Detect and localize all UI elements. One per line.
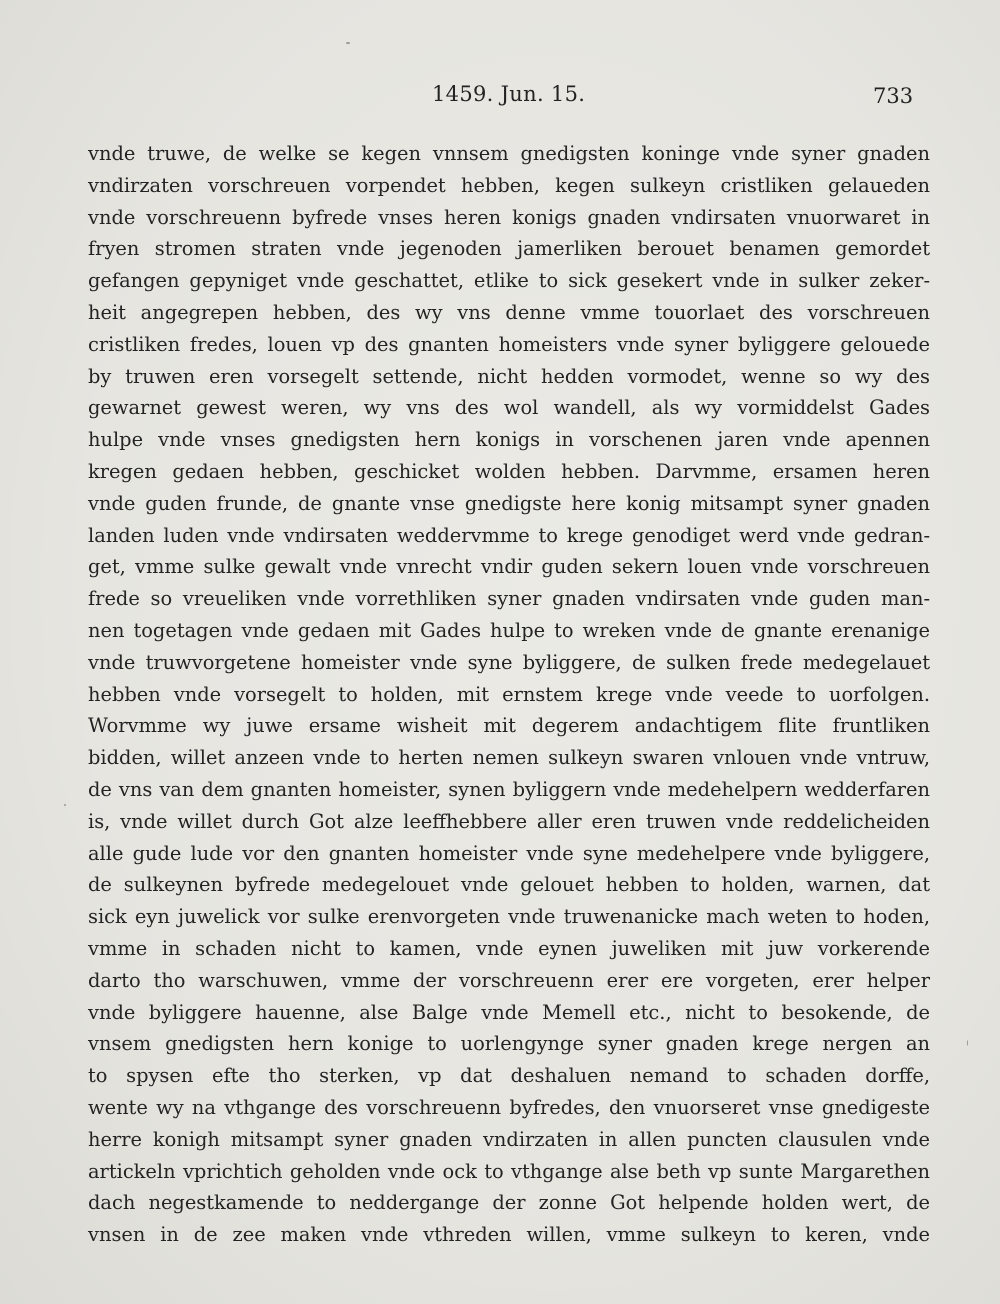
text-line: gewarnet gewest weren, wy vns des wol wandell, als wy vormiddelst Gades bbox=[88, 396, 930, 420]
text-line: get, vmme sulke gewalt vnde vnrecht vndir guden sekern louen vnde vorschreuen bbox=[88, 555, 930, 579]
text-line: nen togetagen vnde gedaen mit Gades hulpe to wreken vnde de gnante erenanige bbox=[88, 618, 930, 642]
text-line: vmme in schaden nicht to kamen, vnde eynen juweliken mit juw vorkerende bbox=[88, 936, 930, 960]
text-line: by truwen eren vorsegelt settende, nicht hedden vormodet, wenne so wy des bbox=[88, 364, 930, 388]
text-line: de vns van dem gnanten homeister, synen byliggern vnde medehelpern wedderfaren bbox=[88, 777, 930, 801]
text-line: dach negestkamende to neddergange der zonne Got helpende holden wert, de bbox=[88, 1191, 930, 1215]
text-line: sick eyn juwelick vor sulke erenvorgeten vnde truwenanicke mach weten to hoden, bbox=[88, 905, 930, 929]
text-line: vnde byliggere hauenne, alse Balge vnde Memell etc., nicht to besokende, de bbox=[88, 1000, 930, 1024]
text-line: kregen gedaen hebben, geschicket wolden hebben. Darvmme, ersamen heren bbox=[88, 459, 930, 483]
text-line: vnsem gnedigsten hern konige to uorlengynge syner gnaden krege nergen an bbox=[88, 1032, 930, 1056]
text-line: fryen stromen straten vnde jegenoden jamerliken berouet benamen gemordet bbox=[88, 237, 930, 261]
text-line: bidden, willet anzeen vnde to herten nemen sulkeyn swaren vnlouen vnde vntruw, bbox=[88, 746, 930, 770]
text-line: darto tho warschuwen, vmme der vorschreuenn erer ere vorgeten, erer helper bbox=[88, 968, 930, 992]
page-header bbox=[0, 82, 1000, 122]
text-line: vnde guden frunde, de gnante vnse gnedigste here konig mitsampt syner gnaden bbox=[88, 491, 930, 515]
text-line: vnde truwvorgetene homeister vnde syne byliggere, de sulken frede medegelauet bbox=[88, 650, 930, 674]
text-line: cristliken fredes, louen vp des gnanten homeisters vnde syner byliggere gelouede bbox=[88, 332, 930, 356]
text-line: Worvmme wy juwe ersame wisheit mit degerem andachtigem flite fruntliken bbox=[88, 714, 930, 738]
paper-speck bbox=[64, 804, 66, 806]
text-line: to spysen efte tho sterken, vp dat deshaluen nemand to schaden dorffe, bbox=[88, 1064, 930, 1088]
text-line: vnsen in de zee maken vnde vthreden willen, vmme sulkeyn to keren, vnde bbox=[88, 1223, 930, 1247]
text-line: hebben vnde vorsegelt to holden, mit ernstem krege vnde veede to uorfolgen. bbox=[88, 682, 930, 706]
body-text bbox=[88, 138, 930, 1251]
page-number: 733 bbox=[873, 84, 914, 108]
header-date: 1459. Jun. 15. bbox=[432, 82, 586, 106]
text-line: heit angegrepen hebben, des wy vns denne vmme touorlaet des vorschreuen bbox=[88, 300, 930, 324]
text-line: vndirzaten vorschreuen vorpendet hebben, kegen sulkeyn cristliken gelaueden bbox=[88, 173, 930, 197]
text-line: gefangen gepyniget vnde geschattet, etlike to sick gesekert vnde in sulker zeker- bbox=[88, 269, 930, 293]
text-line: vnde vorschreuenn byfrede vnses heren konigs gnaden vndirsaten vnuorwaret in bbox=[88, 205, 930, 229]
text-line: frede so vreueliken vnde vorrethliken syner gnaden vndirsaten vnde guden man- bbox=[88, 587, 930, 611]
text-line: de sulkeynen byfrede medegelouet vnde gelouet hebben to holden, warnen, dat bbox=[88, 873, 930, 897]
paper-speck bbox=[346, 42, 350, 44]
text-line: landen luden vnde vndirsaten weddervmme to krege genodiget werd vnde gedran- bbox=[88, 523, 930, 547]
text-line: vnde truwe, de welke se kegen vnnsem gnedigsten koninge vnde syner gnaden bbox=[88, 142, 930, 165]
text-line: herre konigh mitsampt syner gnaden vndirzaten in allen puncten clausulen vnde bbox=[88, 1127, 930, 1151]
text-line: is, vnde willet durch Got alze leeffhebbere aller eren truwen vnde reddelicheiden bbox=[88, 809, 930, 833]
paper-speck bbox=[967, 1040, 968, 1046]
text-line: artickeln vprichtich geholden vnde ock to vthgange alse beth vp sunte Margarethen bbox=[88, 1159, 930, 1183]
text-line: hulpe vnde vnses gnedigsten hern konigs in vorschenen jaren vnde apennen bbox=[88, 428, 930, 452]
text-line: alle gude lude vor den gnanten homeister vnde syne medehelpere vnde byliggere, bbox=[88, 841, 930, 865]
text-line: wente wy na vthgange des vorschreuenn byfredes, den vnuorseret vnse gnedigeste bbox=[88, 1095, 930, 1119]
